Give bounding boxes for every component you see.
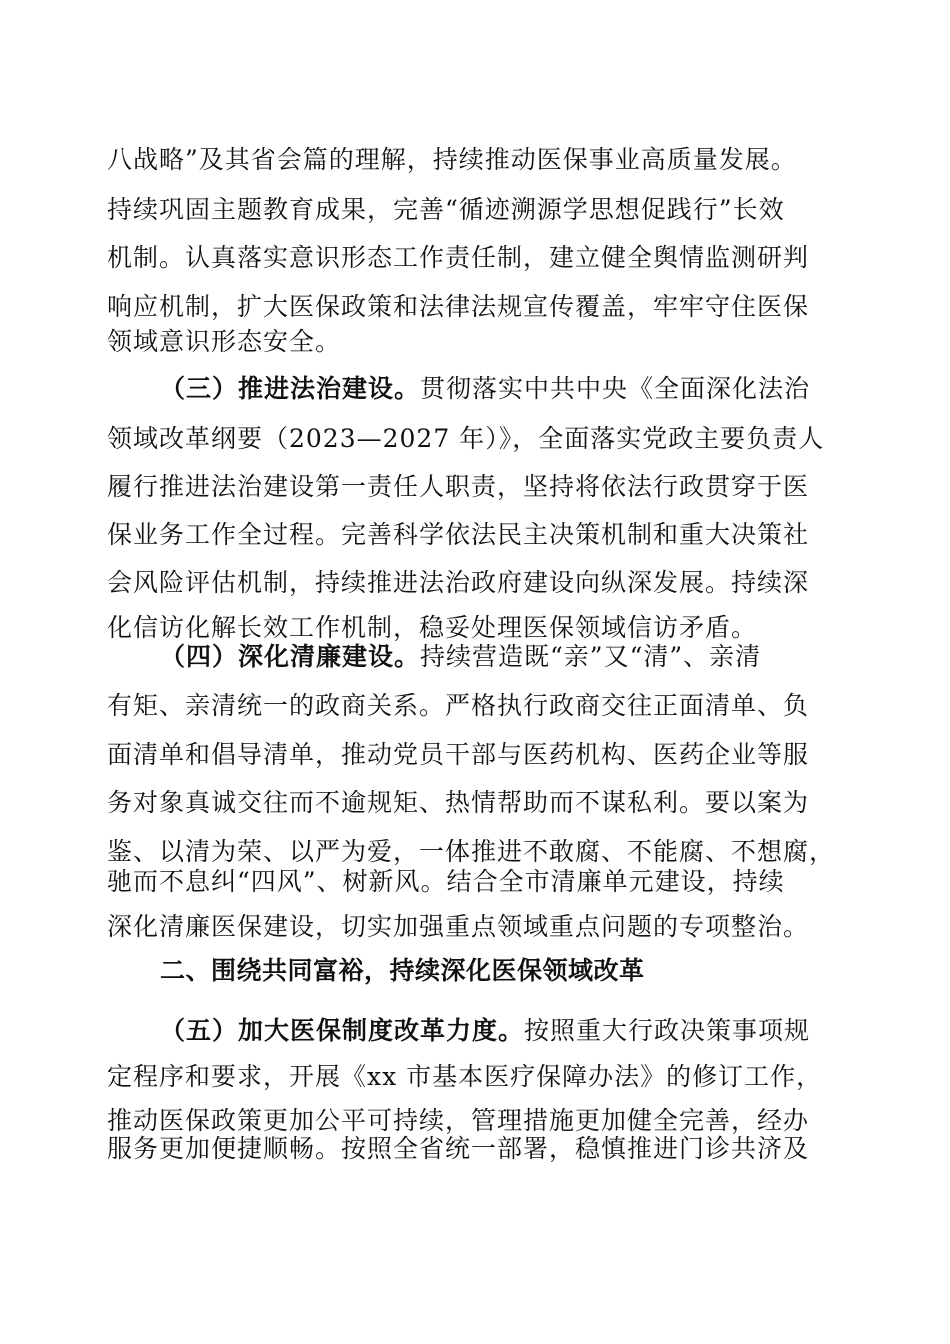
paragraph-4-first-line-text: 按照重大行政决策事项规	[524, 1016, 811, 1045]
paragraph-1-line-5: 领域意识形态安全。	[107, 327, 342, 356]
paragraph-4-line-2: 定程序和要求，开展《xx 市基本医疗保障办法》的修订工作，	[107, 1062, 823, 1091]
paragraph-1-line-2: 持续巩固主题教育成果，完善“循迹溯源学思想促践行”长效	[107, 195, 785, 224]
paragraph-2-line-6: 化信访化解长效工作机制，稳妥处理医保领域信访矛盾。	[107, 613, 758, 642]
paragraph-3-line-7: 深化清廉医保建设，切实加强重点领域重点问题的专项整治。	[107, 912, 810, 941]
paragraph-1-line-1: 八战略”及其省会篇的理解，持续推动医保事业高质量发展。	[107, 145, 797, 174]
paragraph-3-line-3: 面清单和倡导清单，推动党员干部与医药机构、医药企业等服	[107, 740, 810, 769]
paragraph-2-line-3: 履行推进法治建设第一责任人职责，坚持将依法行政贯穿于医	[107, 472, 810, 501]
paragraph-4-line-3: 推动医保政策更加公平可持续，管理措施更加健全完善，经办	[107, 1106, 810, 1135]
paragraph-1-line-4: 响应机制，扩大医保政策和法律法规宣传覆盖，牢牢守住医保	[107, 292, 810, 321]
paragraph-3-first-line-text: 持续营造既“亲”又“清”、亲清	[420, 642, 762, 671]
paragraph-3-line-5: 鉴、以清为荣、以严为爱，一体推进不敢腐、不能腐、不想腐，	[107, 837, 836, 866]
paragraph-4-first-line	[160, 1013, 810, 1049]
paragraph-4-title: （五）加大医保制度改革力度。	[160, 1016, 525, 1045]
paragraph-1-line-3: 机制。认真落实意识形态工作责任制，建立健全舆情监测研判	[107, 243, 810, 272]
paragraph-3-line-4: 务对象真诚交往而不逾规矩、热情帮助而不谋私利。要以案为	[107, 788, 810, 817]
paragraph-2-title: （三）推进法治建设。	[160, 374, 421, 403]
paragraph-3-first-line	[160, 639, 761, 675]
paragraph-3-line-2: 有矩、亲清统一的政商关系。严格执行政商交往正面清单、负	[107, 691, 810, 720]
paragraph-2-first-line-text: 贯彻落实中共中央《全面深化法治	[420, 374, 811, 403]
paragraph-3-title: （四）深化清廉建设。	[160, 642, 421, 671]
paragraph-3-line-6: 驰而不息纠“四风”、树新风。结合全市清廉单元建设，持续	[107, 867, 785, 896]
paragraph-2-line-5: 会风险评估机制，持续推进法治政府建设向纵深发展。持续深	[107, 568, 810, 597]
paragraph-2-line-4: 保业务工作全过程。完善科学依法民主决策机制和重大决策社	[107, 520, 810, 549]
section-heading: 二、围绕共同富裕，持续深化医保领域改革	[160, 956, 645, 985]
paragraph-2-line-2: 领域改革纲要（2023—2027 年）》，全面落实党政主要负责人	[107, 424, 825, 453]
paragraph-2-first-line	[160, 371, 810, 407]
paragraph-4-line-4: 服务更加便捷顺畅。按照全省统一部署，稳慎推进门诊共济及	[107, 1134, 810, 1163]
